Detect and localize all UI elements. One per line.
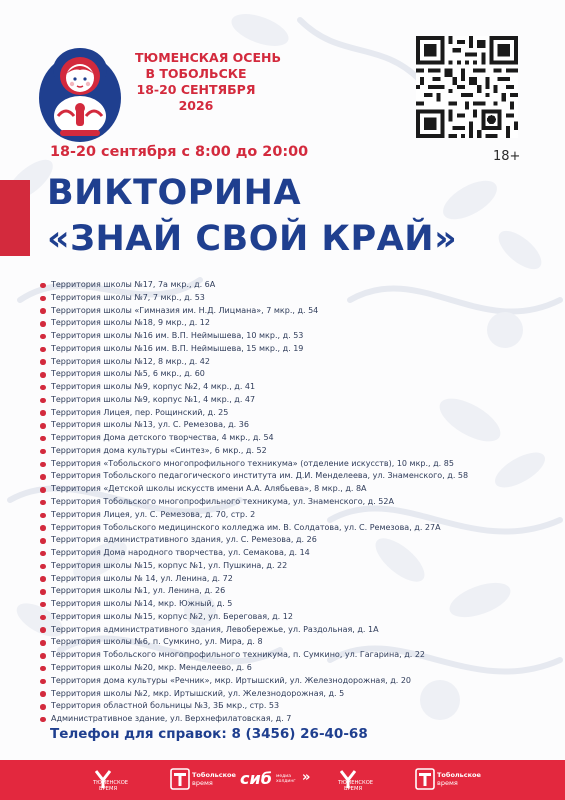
list-item <box>40 573 468 586</box>
location-text: Территория школы №1, ул. Ленина, д. 26 <box>51 586 226 596</box>
list-item <box>40 279 468 292</box>
footer-logo-5-line-1: Тобольское <box>437 771 481 779</box>
bullet-dot-icon <box>40 640 46 646</box>
location-text: Территория Тобольского многопрофильного техникума, ул. Знаменского, д. 52А <box>51 497 394 507</box>
bullet-dot-icon <box>40 283 46 289</box>
location-text: Территория Тобольского многопрофильного техникума, п. Сумкино, ул. Гагарина, д. 22 <box>51 650 426 660</box>
location-text: Территория дома культуры «Синтез», 6 мкр., д. 52 <box>51 445 267 455</box>
location-text: Территория административного здания, ул. С. Ремезова, д. 26 <box>51 535 317 545</box>
schedule-text: 18-20 сентября с 8:00 до 20:00 <box>50 144 309 160</box>
list-item <box>40 317 468 330</box>
footer-logo-tyumen-time-2[interactable] <box>340 768 410 792</box>
bullet-dot-icon <box>40 679 46 685</box>
bullet-dot-icon <box>40 487 46 493</box>
location-text: Территория школы №20, мкр. Менделеево, д. 6 <box>51 662 252 672</box>
location-text: Территория административного здания, Левобережье, ул. Раздольная, д. 1А <box>51 624 379 634</box>
bullet-dot-icon <box>40 398 46 404</box>
footer-logo-sib[interactable]: сиб <box>240 769 272 788</box>
location-text: Территория школы №2, мкр. Иртышский, ул. Железнодорожная, д. 5 <box>51 688 345 698</box>
location-text: Территория школы №17, 7а мкр., д. 6А <box>51 280 216 289</box>
list-item <box>40 470 468 483</box>
bullet-dot-icon <box>40 602 46 608</box>
bullet-dot-icon <box>40 436 46 442</box>
bullet-dot-icon <box>40 296 46 302</box>
list-item <box>40 330 468 343</box>
list-item <box>40 560 468 573</box>
list-item <box>40 407 468 420</box>
footer-logo-2-line-1: Тобольское <box>192 771 236 779</box>
location-text: Территория Лицея, пер. Рощинский, д. 25 <box>51 407 229 417</box>
list-item <box>40 675 468 688</box>
location-text: Территория дома культуры «Речник», мкр. Иртышский, ул. Железнодорожная, д. 20 <box>51 675 412 685</box>
footer-logo-2-line-2: время <box>192 779 213 787</box>
festival-line-2: В ТОБОЛЬСКЕ <box>145 66 247 81</box>
list-item <box>40 688 468 701</box>
chevrons-right-icon: » <box>302 770 311 785</box>
location-text: Территория школы №5, 6 мкр., д. 60 <box>51 369 205 379</box>
location-text: Территория школы №6, п. Сумкино, ул. Мира, д. 8 <box>51 637 263 647</box>
phone-text: Телефон для справок: 8 (3456) 26-40-68 <box>50 726 368 742</box>
list-item <box>40 624 468 637</box>
bullet-dot-icon <box>40 410 46 416</box>
location-text: Территория школы №9, корпус №2, 4 мкр., д. 41 <box>51 382 256 392</box>
list-item <box>40 522 468 535</box>
location-text: Территория школы «Гимназия им. Н.Д. Лицмана», 7 мкр., д. 54 <box>51 305 319 315</box>
matryoshka-logo-icon <box>36 46 124 144</box>
festival-line-1: ТЮМЕНСКАЯ ОСЕНЬ <box>135 50 282 65</box>
bullet-dot-icon <box>40 666 46 672</box>
location-text: Территория Дома народного творчества, ул. Семакова, д. 14 <box>51 548 310 558</box>
list-item <box>40 381 468 394</box>
sib-subtitle-line-2: холдинг <box>276 779 296 784</box>
bullet-dot-icon <box>40 589 46 595</box>
footer-logo-tobolsk-time-1[interactable] <box>170 768 236 792</box>
location-text: Территория «Тобольского многопрофильного техникума» (отделение искусств), 10 мкр., д. 85 <box>51 458 454 468</box>
list-item <box>40 394 468 407</box>
list-item <box>40 611 468 624</box>
location-text: Территория Лицея, ул. С. Ремезова, д. 70, стр. 2 <box>51 509 256 519</box>
location-text: Территория Тобольского медицинского колледжа им. В. Солдатова, ул. С. Ремезова, д. 27А <box>51 522 441 532</box>
bullet-dot-icon <box>40 359 46 365</box>
bullet-dot-icon <box>40 347 46 353</box>
sib-subtitle-line-1: медиа <box>276 774 291 779</box>
list-item <box>40 445 468 458</box>
location-text: Территория школы №15, корпус №2, ул. Береговая, д. 12 <box>51 611 293 621</box>
list-item <box>40 713 468 726</box>
festival-line-3: 18-20 СЕНТЯБРЯ <box>136 82 256 97</box>
location-text: Территория школы №14, мкр. Южный, д. 5 <box>51 599 233 609</box>
location-text: Территория «Детской школы искусств имени А.А. Алябьева», 8 мкр., д. 8А <box>51 484 367 494</box>
list-item <box>40 547 468 560</box>
title-line-2: «ЗНАЙ СВОЙ КРАЙ» <box>47 219 458 259</box>
footer-logo-4-line-2: ВРЕМЯ <box>344 786 363 792</box>
list-item <box>40 292 468 305</box>
bullet-dot-icon <box>40 423 46 429</box>
list-item <box>40 585 468 598</box>
age-rating: 18+ <box>493 149 521 164</box>
list-item <box>40 636 468 649</box>
list-item <box>40 496 468 509</box>
location-text: Территория школы №16 им. В.П. Неймышева, 15 мкр., д. 19 <box>51 343 304 353</box>
footer-logo-tyumen-time-1[interactable] <box>95 768 165 792</box>
list-item <box>40 700 468 713</box>
locations-list <box>40 279 468 726</box>
bullet-dot-icon <box>40 513 46 519</box>
location-text: Административное здание, ул. Верхнефилатовская, д. 7 <box>51 714 292 724</box>
footer-logo-1-line-1: ТЮМЕНСКОЕ <box>93 780 129 786</box>
tobolsk-time-logo-icon <box>170 768 190 790</box>
tobolsk-time-logo-icon <box>415 768 435 790</box>
bullet-dot-icon <box>40 372 46 378</box>
bullet-dot-icon <box>40 615 46 621</box>
footer-logo-tobolsk-time-2[interactable] <box>415 768 481 792</box>
footer-logo-1-line-2: ВРЕМЯ <box>99 786 118 792</box>
list-item <box>40 649 468 662</box>
location-text: Территория школы №9, корпус №1, 4 мкр., д. 47 <box>51 394 256 404</box>
bullet-dot-icon <box>40 321 46 327</box>
location-text: Территория школы №18, 9 мкр., д. 12 <box>51 318 210 328</box>
location-text: Территория школы №16 им. В.П. Неймышева, 10 мкр., д. 53 <box>51 331 304 341</box>
bullet-dot-icon <box>40 691 46 697</box>
location-text: Территория школы №15, корпус №1, ул. Пушкина, д. 22 <box>51 560 288 570</box>
bullet-dot-icon <box>40 551 46 557</box>
bullet-dot-icon <box>40 474 46 480</box>
list-item <box>40 305 468 318</box>
location-text: Территория школы № 14, ул. Ленина, д. 72 <box>51 573 233 583</box>
list-item <box>40 356 468 369</box>
location-text: Территория Тобольского педагогического института им. Д.И. Менделеева, ул. Знаменского, д. 58 <box>51 471 469 481</box>
footer-logo-4-line-1: ТЮМЕНСКОЕ <box>338 780 374 786</box>
list-item <box>40 534 468 547</box>
bullet-dot-icon <box>40 449 46 455</box>
festival-line-4: 2026 <box>178 98 214 113</box>
bullet-dot-icon <box>40 308 46 314</box>
bullet-dot-icon <box>40 576 46 582</box>
location-text: Территория областной больницы №3, 3Б мкр., стр. 53 <box>51 701 280 711</box>
bullet-dot-icon <box>40 538 46 544</box>
bullet-dot-icon <box>40 627 46 633</box>
list-item <box>40 458 468 471</box>
location-text: Территория школы №13, ул. С. Ремезова, д. 36 <box>51 420 249 430</box>
list-item <box>40 509 468 522</box>
bullet-dot-icon <box>40 500 46 506</box>
bullet-dot-icon <box>40 704 46 710</box>
location-text: Территория школы №12, 8 мкр., д. 42 <box>51 356 210 366</box>
bullet-dot-icon <box>40 385 46 391</box>
list-item <box>40 598 468 611</box>
title-line-1: ВИКТОРИНА <box>47 173 302 213</box>
list-item <box>40 368 468 381</box>
bullet-dot-icon <box>40 462 46 468</box>
page-title <box>47 170 457 262</box>
list-item <box>40 432 468 445</box>
bullet-dot-icon <box>40 653 46 659</box>
list-item <box>40 662 468 675</box>
footer-logo-sib-subtitle <box>276 774 296 784</box>
footer-logo-5-line-2: время <box>437 779 458 787</box>
bullet-dot-icon <box>40 564 46 570</box>
list-item <box>40 483 468 496</box>
bullet-dot-icon <box>40 525 46 531</box>
location-text: Территория Дома детского творчества, 4 мкр., д. 54 <box>51 433 274 443</box>
location-text: Территория школы №7, 7 мкр., д. 53 <box>51 292 205 302</box>
list-item <box>40 343 468 356</box>
qr-code-icon[interactable] <box>416 36 518 138</box>
bullet-dot-icon <box>40 717 46 723</box>
bullet-dot-icon <box>40 334 46 340</box>
list-item <box>40 419 468 432</box>
festival-name <box>135 50 282 114</box>
accent-bar <box>0 180 30 256</box>
